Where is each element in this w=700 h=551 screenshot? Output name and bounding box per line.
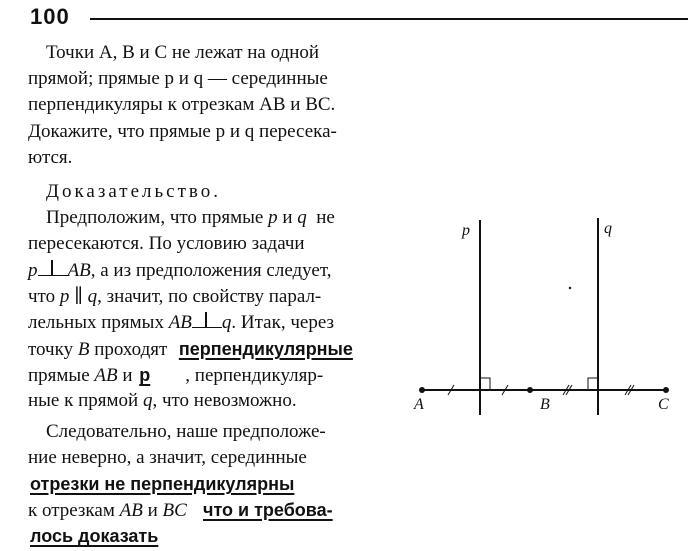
label-b: B — [540, 396, 550, 413]
label-p: p — [462, 222, 470, 239]
proof-line-1: Предположим, что прямые p и q не — [46, 207, 335, 229]
perpendicular-symbol-answer-blank — [192, 311, 222, 331]
problem-line-3: перпендикуляры к отрезкам AB и BC. — [28, 94, 336, 116]
proof-line-12: к отрезкам AB и BC что и требова- — [28, 497, 398, 523]
exercise-text — [28, 40, 398, 550]
handwritten-answer: что и требова- — [203, 500, 333, 521]
label-a: A — [414, 396, 424, 413]
handwritten-answer: отрезки не перпендикулярны — [30, 474, 295, 494]
stray-dot — [569, 287, 571, 289]
perpendicular-symbol-answer-blank — [38, 259, 68, 279]
proof-heading: Доказательство. — [46, 180, 221, 202]
proof-line-10: ние неверно, а значит, серединные — [28, 446, 307, 468]
problem-line-1: Точки A, B и C не лежат на одной — [46, 42, 320, 63]
proof-line-13 — [28, 523, 398, 549]
proof-line-8: ные к прямой q, что невозможно. — [28, 390, 297, 412]
figure-drawing — [400, 200, 700, 430]
proof-line-11 — [28, 471, 398, 497]
proof-line-2: пересекаются. По условию задачи — [28, 233, 305, 255]
right-angle-mark-p — [480, 378, 490, 390]
header-rule — [90, 18, 688, 20]
page-number: 100 — [30, 4, 70, 29]
proof-line-7: прямые AB и p , перпендикуляр- — [28, 362, 398, 388]
label-q: q — [604, 220, 612, 237]
problem-line-4: Докажите, что прямые p и q пересека- — [28, 120, 337, 142]
point-a — [419, 387, 425, 393]
geometry-figure — [400, 200, 700, 430]
handwritten-answer: перпендикулярные — [178, 339, 353, 360]
problem-line-2: прямой; прямые p и q — серединные — [28, 68, 328, 90]
handwritten-answer: p — [139, 365, 151, 386]
point-b — [527, 387, 533, 393]
problem-line-5: ются. — [28, 146, 73, 168]
proof-line-5: лельных прямых AB q. Итак, через — [28, 311, 335, 333]
proof-line-6: точку B проходят перпендикулярные — [28, 336, 398, 362]
proof-line-9: Следовательно, наше предположе- — [46, 420, 326, 442]
label-c: C — [658, 396, 669, 413]
proof-line-3: p AB, а из предположения следует, — [28, 259, 332, 281]
right-angle-mark-q — [588, 378, 598, 390]
point-c — [663, 387, 669, 393]
proof-line-4: что p ∥ q, значит, по свойству парал- — [28, 285, 322, 307]
handwritten-answer: лось доказать — [30, 526, 159, 547]
